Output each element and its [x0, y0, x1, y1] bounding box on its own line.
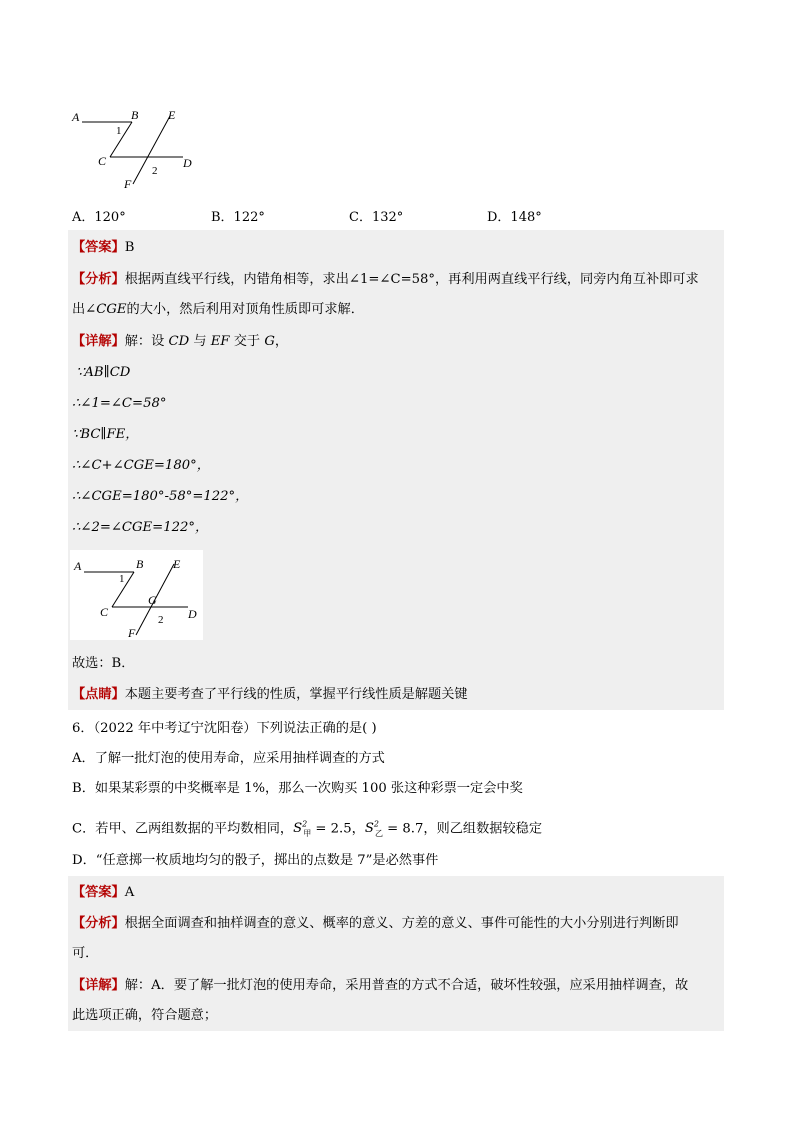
detail-text: 解：A．要了解一批灯泡的使用寿命，采用普查的方式不合适，破坏性较强，应采用抽样调查，故 — [124, 978, 689, 993]
detail-q6-line2: 此选项正确，符合题意； — [72, 1008, 218, 1023]
label-E: E — [173, 557, 181, 571]
tip-tag: 【点睛】 — [72, 687, 125, 702]
analysis-q5-line2 — [72, 300, 364, 320]
option-b: B．122° — [211, 210, 265, 225]
detail-step-5: ∴∠CGE=180°-58°=122°， — [72, 489, 249, 504]
answer-value: B — [124, 240, 135, 255]
variance-symbol: $S^2_甲$ — [293, 820, 312, 839]
label-D: D — [188, 607, 197, 621]
answer-value: A — [124, 885, 135, 900]
variance-value: = 8.7 — [382, 821, 424, 837]
label-F: F — [124, 177, 132, 190]
detail-text: 解：设 — [124, 334, 169, 349]
math-var: CD — [168, 334, 190, 349]
geometry-figure-top — [70, 104, 200, 190]
q6-option-c: C．若甲、乙两组数据的平均数相同，$S^2_甲 = 2.5$，$S^2_乙 = 8.7$，则乙组数据较稳定 — [72, 820, 543, 839]
label-B: B — [136, 557, 144, 571]
detail-tag: 【详解】 — [72, 978, 125, 993]
analysis-text: 的大小，然后利用对顶角性质即可求解． — [126, 302, 364, 317]
option-text: C．若甲、乙两组数据的平均数相同， — [72, 821, 294, 837]
answer-q5 — [72, 238, 134, 258]
label-E: E — [168, 108, 176, 122]
detail-q6-line1 — [72, 976, 688, 996]
figure-bottom-box — [70, 550, 203, 640]
detail-step-1: ∵AB∥CD — [76, 365, 131, 380]
math-var: EF — [210, 334, 230, 349]
variance-symbol: $S^2_乙$ — [364, 820, 383, 839]
analysis-q6-line1 — [72, 914, 679, 934]
geometry-figure-bottom — [70, 550, 203, 640]
analysis-tag: 【分析】 — [72, 272, 125, 287]
answer-tag: 【答案】 — [72, 885, 125, 900]
label-B: B — [131, 108, 139, 122]
analysis-text: 根据两直线平行线，内错角相等，求出∠1=∠C=58°，再利用两直线平行线，同旁内角互补即可求 — [124, 272, 699, 287]
q6-stem: 6．（2022 年中考辽宁沈阳卷）下列说法正确的是( ) — [72, 721, 377, 736]
detail-text: ， — [274, 334, 289, 349]
label-angle-2: 2 — [158, 614, 164, 626]
label-C: C — [98, 154, 107, 168]
analysis-tag: 【分析】 — [72, 916, 125, 931]
q6-option-b: B．如果某彩票的中奖概率是 1%，那么一次购买 100 张这种彩票一定会中奖 — [72, 781, 523, 796]
option-c: C．132° — [349, 210, 404, 225]
label-angle-2: 2 — [152, 165, 158, 177]
answer-tag: 【答案】 — [72, 240, 125, 255]
detail-step-3: ∵BC∥FE， — [72, 427, 139, 442]
analysis-q5-line1 — [72, 270, 699, 290]
option-text: ，则乙组数据较稳定 — [423, 821, 543, 837]
option-d: D．148° — [487, 210, 542, 225]
detail-step-6: ∴∠2=∠CGE=122°， — [72, 520, 209, 535]
label-F: F — [128, 626, 136, 640]
tip-q5 — [72, 685, 468, 705]
label-A: A — [72, 110, 80, 124]
tip-text: 本题主要考查了平行线的性质，掌握平行线性质是解题关键 — [124, 687, 468, 702]
label-G: G — [148, 593, 157, 607]
analysis-q6-line2: 可． — [72, 946, 99, 961]
detail-step-4: ∴∠C+∠CGE=180°， — [72, 458, 210, 473]
label-angle-1: 1 — [119, 573, 125, 585]
label-C: C — [100, 605, 109, 619]
analysis-text: 出∠ — [72, 302, 97, 317]
detail-tag: 【详解】 — [72, 334, 125, 349]
detail-text: 与 — [189, 334, 211, 349]
choose-q5: 故选：B． — [72, 656, 135, 671]
detail-text: 交于 — [229, 334, 265, 349]
variance-value: = 2.5 — [311, 821, 352, 837]
label-angle-1: 1 — [116, 125, 122, 137]
label-D: D — [183, 156, 192, 170]
answer-q6 — [72, 883, 134, 903]
analysis-text: 根据全面调查和抽样调查的意义、概率的意义、方差的意义、事件可能性的大小分别进行判断即 — [124, 916, 679, 931]
q6-option-a: A．了解一批灯泡的使用寿命，应采用抽样调查的方式 — [72, 751, 385, 766]
q6-option-d: D．“任意掷一枚质地均匀的骰子，掷出的点数是 7”是必然事件 — [72, 853, 439, 868]
label-A: A — [74, 559, 82, 573]
option-a: A．120° — [72, 210, 126, 225]
detail-q5-intro — [72, 332, 288, 352]
detail-step-2: ∴∠1=∠C=58° — [72, 396, 167, 411]
math-var: CGE — [96, 302, 127, 317]
math-var: G — [264, 334, 275, 349]
